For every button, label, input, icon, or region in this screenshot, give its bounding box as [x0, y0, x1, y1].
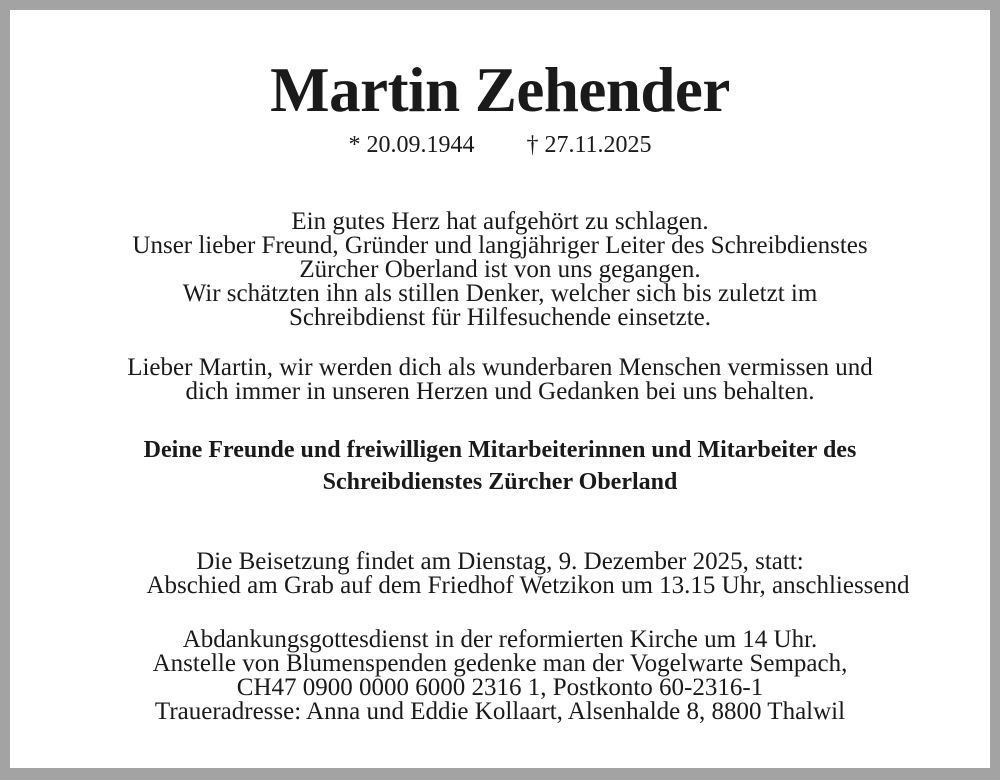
details-line: Anstelle von Blumenspenden gedenke man der Vogelwarte Sempach,: [152, 650, 848, 677]
paragraph-line: Zürcher Oberland ist von uns gegangen.: [299, 256, 701, 283]
obituary-notice: [10, 10, 990, 768]
address-line: Traueradresse: Anna und Eddie Kollaart, Alsenhalde 8, 8800 Thalwil: [154, 698, 846, 725]
paragraph-line: Wir schätzten ihn als stillen Denker, welcher sich bis zuletzt im: [182, 280, 818, 307]
signature-line: Schreibdienstes Zürcher Oberland: [322, 469, 678, 495]
ceremony-line: Die Beisetzung findet am Dienstag, 9. Dezember 2025, statt:: [196, 548, 804, 575]
life-dates: [10, 132, 990, 159]
signature-line: Deine Freunde und freiwilligen Mitarbeiterinnen und Mitarbeiter des: [143, 437, 857, 463]
details-line: Abdankungsgottesdienst in der reformierten Kirche um 14 Uhr.: [182, 626, 818, 653]
deceased-name: Martin Zehender: [270, 55, 730, 125]
birth-date: * 20.09.1944: [348, 132, 475, 158]
paragraph-line: dich immer in unseren Herzen und Gedanken bei uns behalten.: [185, 378, 815, 405]
paragraph-line: Ein gutes Herz hat aufgehört zu schlagen.: [291, 208, 709, 235]
paragraph-line: Schreibdienst für Hilfesuchende einsetzte.: [288, 304, 712, 331]
death-date: † 27.11.2025: [526, 132, 652, 158]
paragraph-line: Lieber Martin, wir werden dich als wunderbaren Menschen vermissen und: [127, 354, 873, 381]
paragraph-line: Unser lieber Freund, Gründer und langjähriger Leiter des Schreibdienstes: [132, 232, 868, 259]
ceremony-line: Abschied am Grab auf dem Friedhof Wetzikon um 13.15 Uhr, anschliessend: [146, 572, 910, 599]
bank-details-line: CH47 0900 0000 6000 2316 1, Postkonto 60-2316-1: [236, 674, 764, 701]
